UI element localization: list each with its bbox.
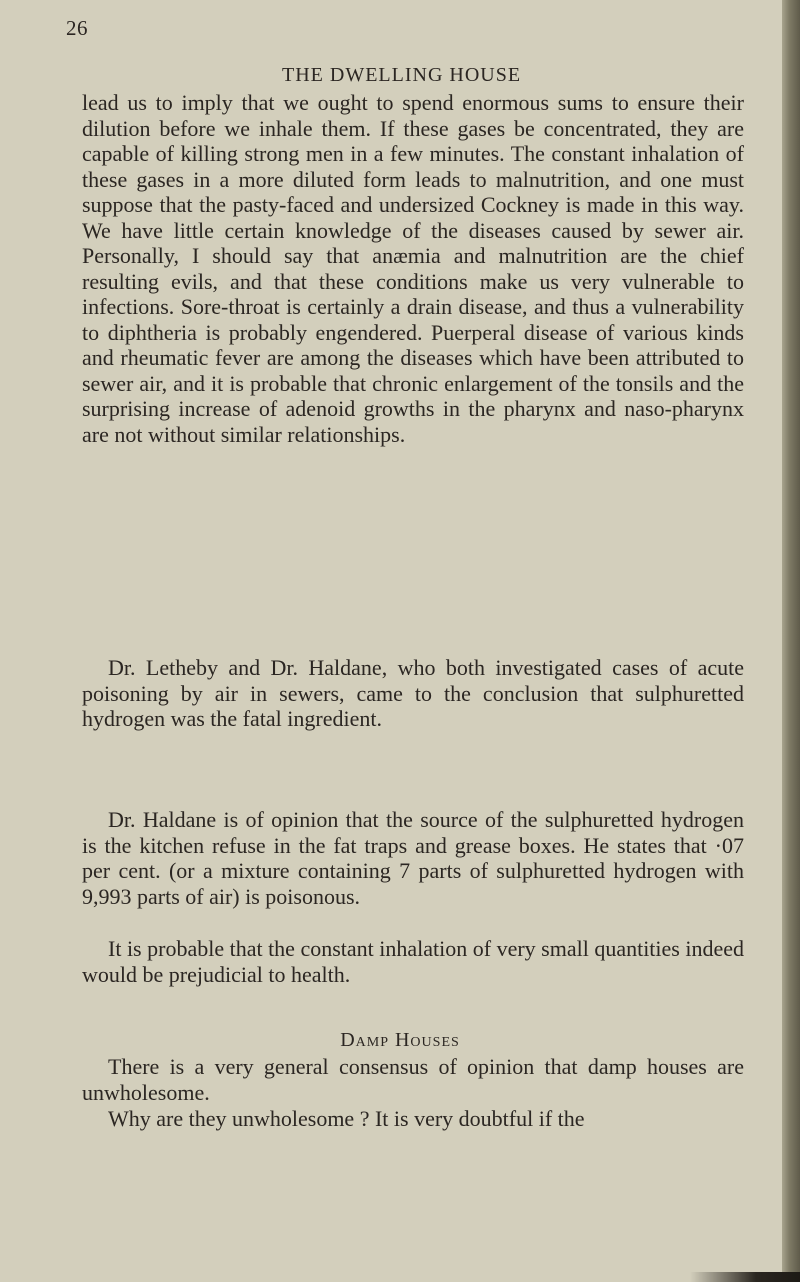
paragraph: It is probable that the constant inhalation of very small quantities indeed would be prejudicial to health. (82, 936, 745, 987)
paragraph-block (82, 807, 744, 909)
paragraph: Why are they unwholesome ? It is very doubtful if the (108, 1106, 585, 1131)
paragraph-block (82, 90, 744, 447)
paragraph-block (82, 1106, 744, 1132)
paragraph-block (82, 655, 744, 732)
paragraph: There is a very general consensus of opinion that damp houses are unwholesome. (82, 1054, 744, 1105)
section-heading: Damp Houses (340, 1029, 460, 1051)
page-number: 26 (66, 16, 88, 40)
paragraph: Dr. Haldane is of opinion that the source of the sulphuretted hydrogen is the kitchen refuse in the fat traps and grease boxes. He states that ·07 per cent. (or a mixture containing 7 parts of sulphuretted hydrogen with 9,993 parts of air) is poisonous. (82, 807, 744, 909)
page-bottom-shadow (690, 1272, 800, 1282)
paragraph: lead us to imply that we ought to spend enormous sums to ensure their dilution before we inhale them. If these gases be concentrated, they are capable of killing strong men in a few minutes. The constant inhalation of these gases in a more diluted form leads to malnutrition, and one must suppose that the pasty-faced and undersized Cockney is made in this way. We have little certain knowledge of the diseases caused by sewer air. Personally, I should say that anæmia and malnutrition are the chief resulting evils, and that these conditions make us very vulnerable to infections. Sore-throat is certainly a drain disease, and thus a vulnerability to diphtheria is probably engendered. Puerperal disease of various kinds and rheumatic fever are among the diseases which have been attributed to sewer air, and it is probable that chronic enlargement of the tonsils and the surprising increase of adenoid growths in the pharynx and naso-pharynx are not without similar relationships. (82, 90, 744, 447)
paragraph: Dr. Letheby and Dr. Haldane, who both investigated cases of acute poisoning by air in sewers, came to the conclusion that sulphuretted hydrogen was the fatal ingredient. (82, 655, 744, 731)
paragraph-block (82, 1054, 744, 1105)
page-edge-shadow (782, 0, 800, 1282)
running-title: THE DWELLING HOUSE (282, 64, 522, 86)
paragraph-block (82, 936, 744, 987)
